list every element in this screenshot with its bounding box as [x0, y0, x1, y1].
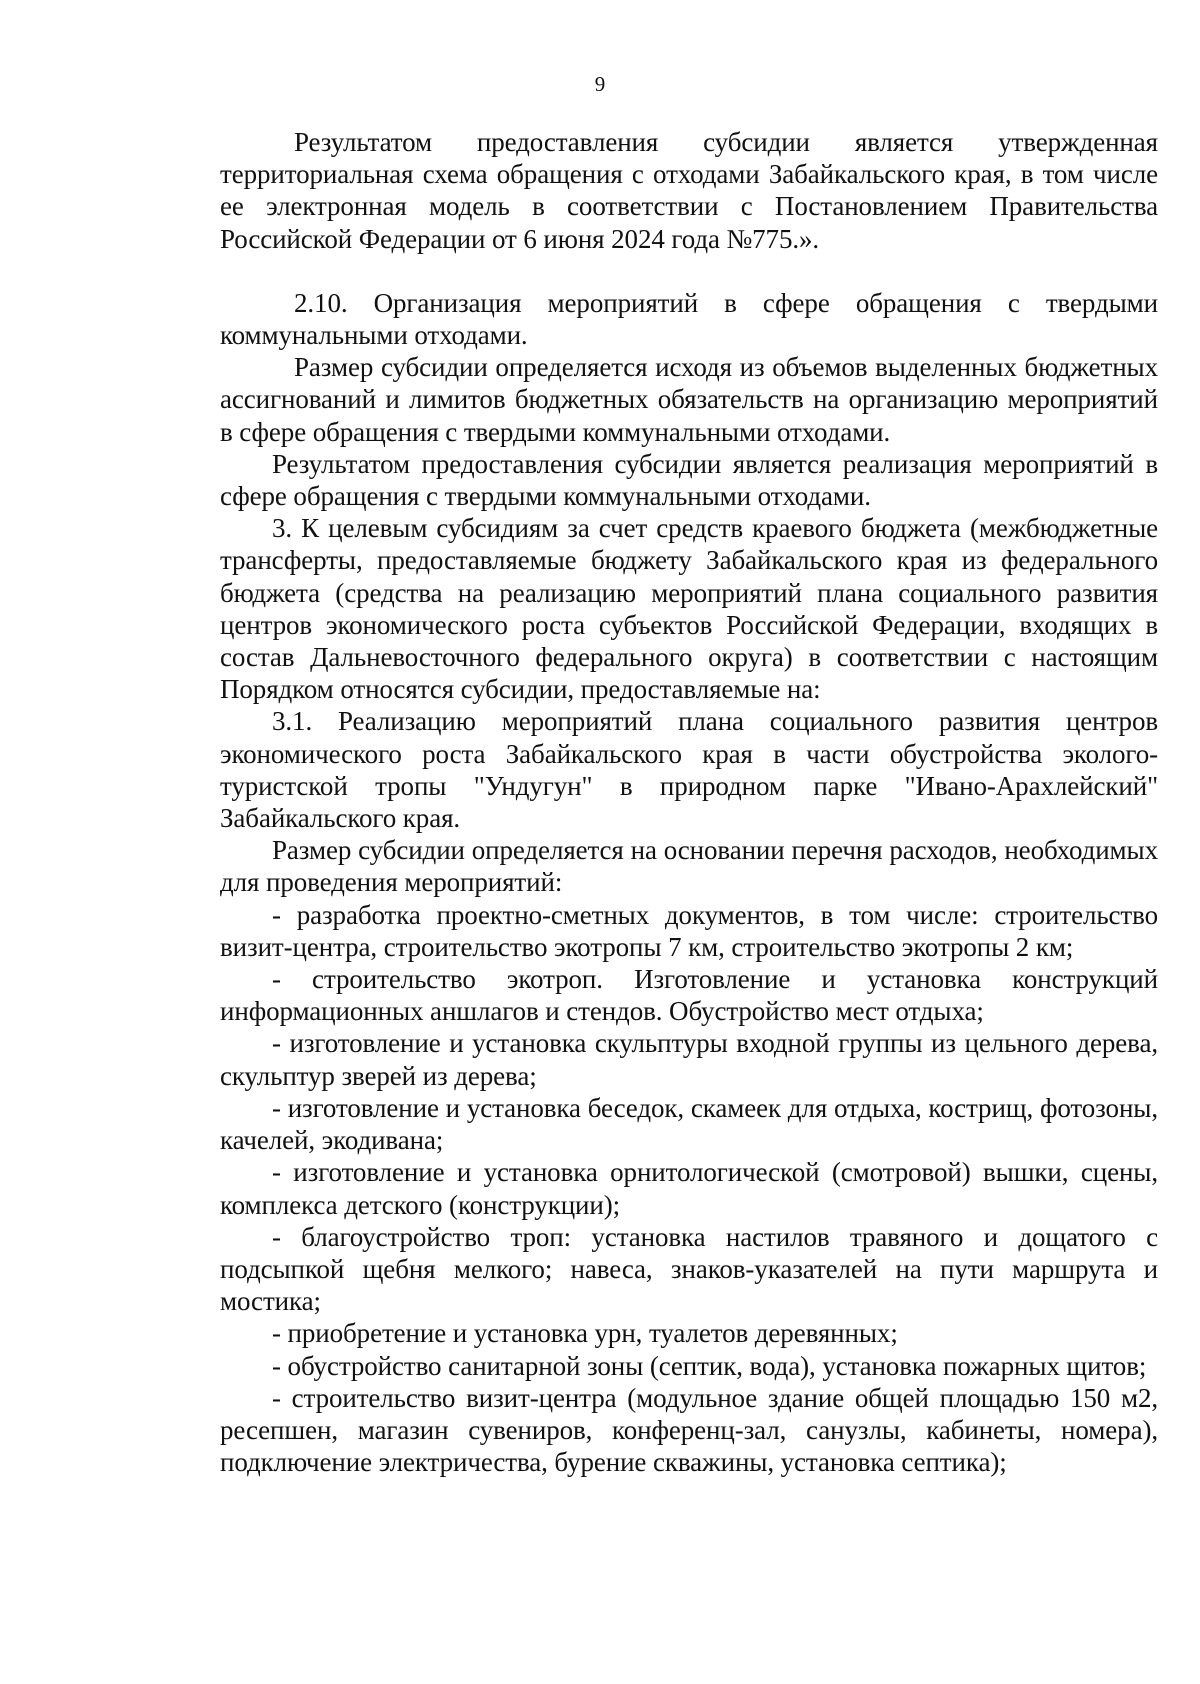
paragraph-subsidy-size-2-10: Размер субсидии определяется исходя из объемов выделенных бюджетных ассигнований и лимитов бюджетных обязательств на организацию мероприятий в сфере обращения с твердыми коммунальными отходами. — [220, 352, 1158, 447]
paragraph-result-2-10: Результатом предоставления субсидии является реализация мероприятий в сфере обращения с твердыми коммунальными отходами. — [220, 448, 1158, 512]
list-item-sculptures: - изготовление и установка скульптуры входной группы из цельного дерева, скульптур зверей из дерева; — [220, 1028, 1158, 1091]
page-number: 9 — [594, 72, 606, 96]
paragraph-section-3: 3. К целевым субсидиям за счет средств краевого бюджета (межбюджетные трансферты, предоставляемые бюджету Забайкальского края из федерального бюджета (средства на реализацию мероприятий плана социального развития центров экономического роста субъектов Российской Федерации, входящих в состав Дальневосточного федерального округа) в соответствии с настоящим Порядком относятся субсидии, предоставляемые на: — [220, 513, 1158, 705]
list-item-visitor-center: - строительство визит-центра (модульное здание общей площадью 150 м2, ресепшен, магазин сувениров, конференц-зал, санузлы, кабинеты, номера), подключение электричества, бурение скважины, установка септика); — [220, 1382, 1158, 1478]
paragraph-section-2-10: 2.10. Организация мероприятий в сфере обращения с твердыми коммунальными отходами. — [220, 287, 1158, 351]
document-body — [220, 126, 1158, 1478]
list-item-trail-improvement: - благоустройство троп: установка настилов травяного и дощатого с подсыпкой щебня мелкого; навеса, знаков-указателей на пути маршрута и мостика; — [220, 1221, 1158, 1317]
list-item-sanitary-zone: - обустройство санитарной зоны (септик, вода), установка пожарных щитов; — [272, 1350, 1147, 1381]
list-item-design-documents: - разработка проектно-сметных документов, в том числе: строительство визит-центра, строительство экотропы 7 км, строительство экотропы 2 км; — [220, 899, 1158, 962]
paragraph-section-3-1: 3.1. Реализацию мероприятий плана социального развития центров экономического роста Забайкальского края в части обустройства эколого-туристской тропы "Ундугун" в природном парке "Ивано-Арахлейский" Забайкальского края. — [220, 706, 1158, 834]
paragraph-result-waste-scheme: Результатом предоставления субсидии является утвержденная территориальная схема обращения с отходами Забайкальского края, в том числе ее электронная модель в соответствии с Постановлением Правительства Российской Федерации от 6 июня 2024 года №775.». — [220, 127, 1158, 254]
paragraph-subsidy-size-3-1: Размер субсидии определяется на основании перечня расходов, необходимых для проведения мероприятий: — [220, 835, 1158, 898]
list-item-gazebos-benches: - изготовление и установка беседок, скамеек для отдыха, кострищ, фотозоны, качелей, экодивана; — [220, 1092, 1158, 1156]
list-item-urns-toilets: - приобретение и установка урн, туалетов деревянных; — [272, 1318, 898, 1349]
list-item-observation-tower: - изготовление и установка орнитологической (смотровой) вышки, сцены, комплекса детского (конструкции); — [220, 1157, 1158, 1220]
list-item-ecotrail-construction: - строительство экотроп. Изготовление и установка конструкций информационных аншлагов и стендов. Обустройство мест отдыха; — [220, 964, 1158, 1027]
